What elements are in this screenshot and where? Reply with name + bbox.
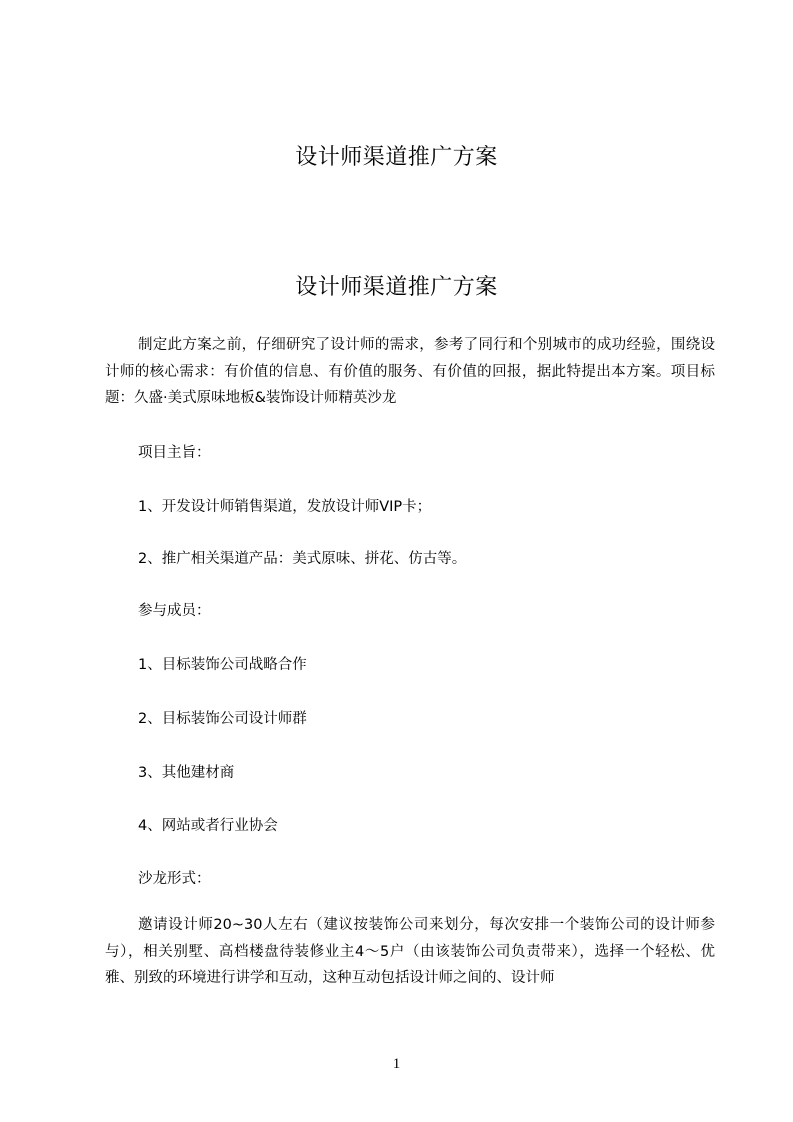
salon-format-paragraph: 邀请设计师20~30人左右（建议按装饰公司来划分，每次安排一个装饰公司的设计师参与），相关别墅、高档楼盘待装修业主4～5户（由该装饰公司负责带来），选择一个轻松、优雅、别致的环境进行讲学和互动，这种互动包括设计师之间的、设计师 (105, 917, 715, 986)
salon-format-heading: 沙龙形式： (138, 871, 211, 887)
project-goal-item: 2、推广相关渠道产品：美式原味、拼花、仿古等。 (138, 551, 467, 567)
project-goal-item: 1、开发设计师销售渠道，发放设计师VIP卡； (138, 499, 432, 515)
page-number: 1 (392, 1056, 401, 1072)
header-title: 设计师渠道推广方案 (295, 145, 498, 170)
participants-heading: 参与成员： (138, 603, 211, 619)
project-purpose-heading: 项目主旨： (138, 445, 211, 461)
participant-item: 1、目标装饰公司战略合作 (138, 657, 307, 673)
document-title: 设计师渠道推广方案 (295, 275, 498, 300)
participant-item: 3、其他建材商 (138, 765, 235, 781)
participant-item: 2、目标装饰公司设计师群 (138, 711, 307, 727)
intro-paragraph: 制定此方案之前，仔细研究了设计师的需求，参考了同行和个别城市的成功经验，围绕设计师的核心需求：有价值的信息、有价值的服务、有价值的回报，据此特提出本方案。项目标题：久盛·美式原味地板&装饰设计师精英沙龙 (105, 337, 715, 406)
participant-item: 4、网站或者行业协会 (138, 818, 278, 834)
